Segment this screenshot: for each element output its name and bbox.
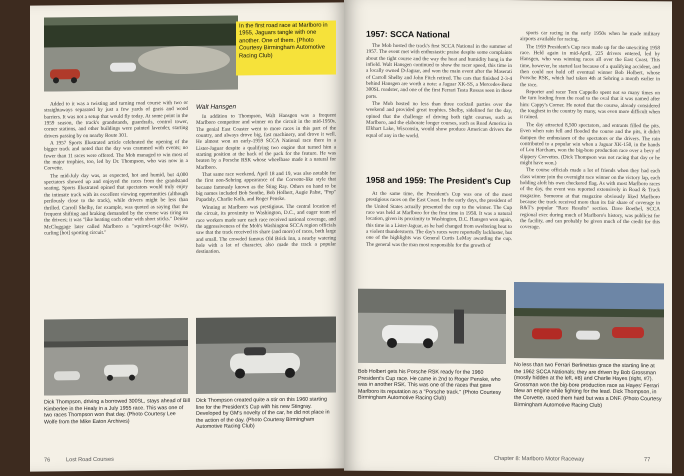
left-col2-para-3: Winning at Marlboro was prestigious. The central location of the circuit, its proximity to Washington, D.C., and eager team of race workers made sure each race received national coverage, and the aggressiveness of the Mob's Washington SCCA region officials saw that the track received its share (and more) of races, both large and small. The crowded famous Old Brick Inn, a nearby watering hole with a lot of character, also made the track a popular destination.: [196, 203, 336, 256]
right-col2-para-3: Reporter and racer Tom Cappello spent not so many times on the turn leading from the road to the oval that it was named after him: Cappy's Corner. He noted that the course, already considered the toughest in the country by many, was even more difficult when it rained.: [520, 89, 660, 121]
right-body-column-1b: [366, 191, 512, 282]
left-body-column-1: [44, 100, 188, 316]
right-col1-para-3: At the same time, the President's Cup was one of the most prestigious races on the East Coast. In the early days, the president of the United States actually presented the cup to the winner. The Cup race was held at Marlboro for the first time in 1958. It was a natural location, given its proximity to Washington, D.C. Hansgen won again, this time in a Lister-Jaguar, as he had changed from sweltering heat to a violent thunderstorm. The day's races were reportedly lackluster, but one of the highlights was General Curtis LeMay awarding the cup. The general was the man most responsible for the growth of: [366, 190, 512, 249]
left-body-column-2: [196, 112, 336, 313]
right-footer-title: Chapter 8: Marlboro Motor Raceway: [494, 455, 585, 463]
right-page-number: 77: [644, 457, 651, 464]
photo-holbert-porsche: [358, 289, 506, 364]
photo-caption-stingray: Dick Thompson created quite a stir on this 1960 starting line for the President's Cup with his new Stingray. Developed by GM's novelty of the car, he did not place in the action of the day. (Photo Courtesy Birmingham Automotive Racing Club): [196, 396, 330, 431]
left-footer-title: Lost Road Courses: [66, 456, 114, 464]
right-col2-para-1: sports car racing in the early 1950s when he made military airports available for racing.: [520, 30, 660, 43]
left-col2-para-2: That same race weekend, April 18 and 19, was also notable for the first non-Sebring appearance of the Corvette-like style that became famously known as the Sting Ray. Others on hand to be big names included Bob Sonthe, Bob Holbert, Augie Pabst, "Pop" Papadaly, Charlie Kolb, and Roger Penske.: [196, 170, 336, 204]
photo-ferrari-berlinettas: [514, 282, 664, 359]
right-body-column-1a: [366, 43, 512, 170]
right-page: [344, 0, 672, 473]
left-col1-para-1: Added to it was a twisting and turning road course with two or straightaways separated by just a few yards of grass and wood barriers. It was not a setup that would fly today. At some point in the 1959 season, the track's grandstands, guardrails, control tower, corner stations, and other buildings were painted lavender, starting drivers passing by on nearby Route 301.: [44, 100, 188, 140]
left-col1-para-3: The mid-July day was, as expected, hot and humid, but 4,000 spectators showed up and enjoyed the races from the grandstand seating. Sports Illustrated opined that spectators would truly enjoy the intimate track with its excellent viewing opportunities (although perilously close to the track), while drivers might be less than thrilled. Carroll Shelby, for example, was quoted as saying that the frequent shifting and braking demanded by the course was tiring on the drivers; it was "like beating each other with short sticks." Denise McCluggage later called Marlboro a "squirrel-cage-like twisty, curling [hot] sporting circuit.": [44, 171, 188, 237]
photo-300sl-image: [44, 318, 188, 396]
heading-walt-hansgen: Walt Hansgen: [196, 103, 237, 111]
photo-ferrari-image: [514, 282, 664, 359]
right-body-column-2: [520, 30, 660, 281]
right-col2-para-2: The 1959 President's Cup race made up for the unexciting 1958 race. Held again in mid-April, 225 drivers entered, led by Hansgen, who was winning races all over the East Coast. This time, however, he started last because of a qualifying accident, and then could not hold off eventual winner Bob Holbert, whose Porsche RSK, which had taken 4th at Sebring a month earlier in the race.: [520, 43, 660, 89]
photo-thompson-stingray: [196, 316, 336, 393]
right-col1-para-2: The Mob hosted no less than three cocktail parties over the weekend and provided great trophies. Shelby, sidelined for the day, opined that the challenge of driving both tight courses, such as Marlboro, and the elaborate longer courses, such as Road America in Elkhart Lake, Wisconsin, would show produce American drivers the equal of any in the world.: [366, 100, 512, 140]
left-col2-para-1: In addition to Thompson, Walt Hansgen was a frequent Marlboro competitor and winner on the circuit in the mid-1950s. The genial East Coaster went to more races in this part of the country, and always drove big, fast machinery, and drove it well. He almost won an early-1959 SCCA National race there in a Lister-Jaguar despite a qualifying two engine that turned him a starting position at the back of the pack for the feature. He was beaten by a Porsche RSK whose wheelbase made it a natural for Marlboro.: [196, 112, 336, 171]
photo-jaguars-racing: [44, 15, 238, 91]
photo-caption-porsche: Bob Holbert gets his Porsche RSK ready for the 1960 President's Cup race. He came in 2nd to Roger Penske, who was in another RSK. This was one of the races that gave Marlboro its reputation as a "Porsche track." (Photo Courtesy Birmingham Automotive Racing Club): [358, 368, 502, 402]
photo-jaguars-image: [44, 15, 238, 91]
heading-presidents-cup: 1958 and 1959: The President's Cup: [366, 174, 511, 187]
left-col1-para-2: A 1957 Sports Illustrated article celebrated the opening of the bigger track and noted that the day was crammed with events; no fewer than 11 races were offered. The Mob managed to win most of the major trophies, too, led by Dr. Thompson, who was now in a Corvette.: [44, 139, 188, 172]
photo-stingray-image: [196, 316, 336, 393]
photo-caption-jaguars: In the first road race at Marlboro in 1955, Jaguars tangle with one another. One of them. (Photo Courtesy Birmingham Automotive Racing Club): [236, 20, 336, 75]
photo-porsche-image: [358, 289, 506, 364]
right-col2-para-5: The course officials made a lot of friends when they had each class winner join the overnight race winner on the victory lap, each holding aloft his own checkered flag. As with most Marlboro races of the day, the event was reported extensively in Road & Track magazine. Someone at that magazine obviously liked Marlboro because the track received more than its fair share of coverage in R&T's popular "Race Results" section. Dave Boethel, SCCA regional exec during much of Marlboro's history, was publicist for the facility, and can probably be given much of the credit for this coverage.: [520, 167, 660, 231]
right-col2-para-4: The day attracted 8,500 spectators, and entrants filled the pits. Even when rain fell and flooded the course and the pits, it didn't dampen the enthusiasm of the spectators or the drivers. The rain contributed to a popular win when a Jaguar XK-150, in the hands of Lou Harcham, won the big-bore production race over a bevy of slippery Corvettes. (Dick Thompson was not racing that day or he might have won.): [520, 121, 660, 167]
photo-caption-ferrari: No less than two Ferrari Berlinettas grace the starting line at the 1962 SCCA Nationals; they are driven by Bob Grossman (mostly hidden at the left, #8) and Charlie Hayes (right, #7). Grossman won the big-bore production race as Hayes' Ferrari blew an engine while fighting for the lead. Dick Thompson, in the Corvette, raced them hard but was a DNF. (Photo Courtesy Birmingham Automotive Racing Club): [514, 362, 662, 409]
heading-scca-national: 1957: SCCA National: [366, 28, 450, 40]
left-page-number: 76: [44, 457, 51, 464]
left-page: [30, 2, 346, 471]
photo-thompson-300sl: [44, 318, 188, 396]
photo-caption-300sl: Dick Thompson, driving a borrowed 300SL, stays ahead of Bill Kimberlee in the Healy in a July 1955 race. This was one of two races Thompson won that day. (Photo Courtesy Lee Wolfe from the Mike Eaton Archives): [44, 397, 190, 426]
right-col1-para-1: The Mob hosted the track's first SCCA National in the summer of 1957. The event met with enthusiastic praise despite some complaints about the tight course and the way the heat and humidity hung in the infield. Walt Hansgen continued to show the racer speed, this time in a locally owned D-Jaguar, and won the main event after the Maserati of Carroll Shelby and John Fitch retired. The cars that finished 2-3-4 behind Hansgen are worth a note: a Jaguar XK-SS, a Mercedes-Benz 300SL roadster, and one of the first Ferrari Testa Rossas seen in these parts.: [366, 42, 512, 100]
